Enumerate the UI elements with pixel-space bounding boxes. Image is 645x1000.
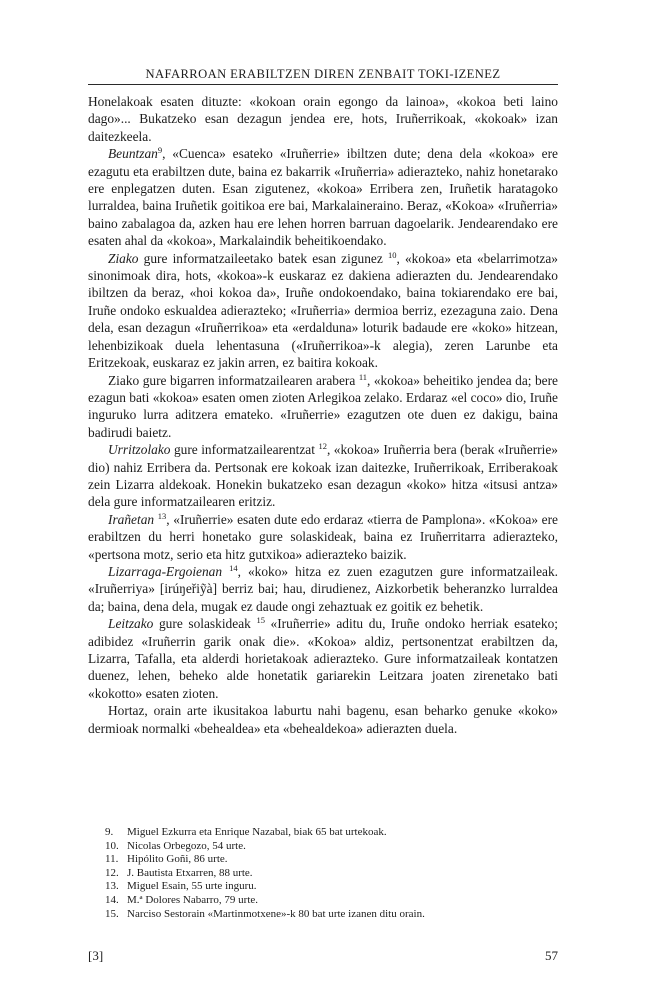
footnote-ref: 15 bbox=[256, 615, 265, 626]
paragraph bbox=[88, 372, 558, 442]
footnote-ref: 9 bbox=[157, 145, 163, 156]
footnote bbox=[105, 826, 535, 840]
place-name: Ziako bbox=[108, 250, 139, 266]
paragraph bbox=[88, 563, 558, 615]
header-rule bbox=[88, 84, 558, 85]
text-run: «Iruñerrie» aditu du, Iruñe ondoko herriak esateko; adibidez «Iruñerrin garik onak die». «Kokoa» aldiz, pertsonentzat erabiltzen da, Lizarra, Tafalla, eta alderdi horietakoak adierazteko. Gure informatzaileak kontatzen duenez, lehen, beheko alde honetatik gariarekin Leitzara joaten zirenetako bati «kokotto» esaten zioten. bbox=[88, 616, 559, 701]
footnote-text: Miguel Ezkurra eta Enrique Nazabal, biak 65 bat urtekoak. bbox=[127, 826, 387, 838]
text-run: gure solaskideak bbox=[153, 616, 257, 632]
footnote bbox=[105, 867, 535, 881]
footnote-ref: 12 bbox=[318, 441, 327, 452]
text-run: Ziako gure bigarren informatzailearen arabera bbox=[108, 372, 359, 388]
footnote-number: 14. bbox=[105, 893, 119, 906]
text-run: , «kokoa» eta «belarrimotza» sinonimoak dira, hots, «kokoa»-k euskaraz ez dakiena adierazten du. Jendearendako ibiltzen da beraz, «hoi kokoa da», Iruñe ondokoendako, baina tokiarendako ere bai, Iruñe ondoko eskualdea adierazteko; «Iruñerria» dermioa berriz, ezezaguna zaio. Dena dela, esan dezagun «Iruñerrikoa» eta «erdalduna» loturik badaude ere «koko» hitzean, lehenbizikoak duela lehentasuna («Iruñerrikoa»-k alegia), zeren Larunbe eta Eritzekoak, euskaraz ez jakin arren, ez baitira kokoak. bbox=[88, 250, 558, 371]
footnote bbox=[105, 908, 535, 922]
text-run: , «Iruñerrie» esaten dute edo erdaraz «tierra de Pamplona». «Kokoa» ere erabiltzen du herri honetako gure solaskideak, baina ez Iruñerritarra adierazteko, «pertsona motz, serio eta hitz gutxikoa» adierazteko baizik. bbox=[88, 511, 558, 562]
footnotes bbox=[105, 826, 535, 921]
footnote-text: Nicolas Orbegozo, 54 urte. bbox=[127, 839, 246, 852]
paragraph bbox=[88, 145, 558, 249]
footnote-text: J. Bautista Etxarren, 88 urte. bbox=[127, 866, 253, 879]
footnote-text: Hipólito Goñi, 86 urte. bbox=[127, 853, 228, 866]
place-name: Lizarraga-Ergoienan bbox=[108, 563, 223, 579]
footnote bbox=[105, 894, 535, 908]
footnote-ref: 11 bbox=[358, 371, 367, 382]
paragraph bbox=[88, 441, 558, 511]
footnote-number: 10. bbox=[105, 839, 119, 852]
text-run: Hortaz, orain arte ikusitakoa laburtu nahi bagenu, esan beharko genuke «koko» dermioak normalki «behealdea» eta «behealdekoa» adierazten duela. bbox=[88, 703, 558, 736]
text-run: gure informatzailearentzat bbox=[170, 442, 319, 458]
footnote-number: 12. bbox=[105, 866, 119, 879]
paragraph bbox=[88, 615, 558, 702]
text-run: gure informatzaileetako batek esan zigunez bbox=[138, 250, 388, 266]
footnote bbox=[105, 880, 535, 894]
footnote-number: 9. bbox=[105, 826, 114, 838]
place-name: Irañetan bbox=[108, 511, 155, 527]
place-name: Urritzolako bbox=[108, 442, 171, 458]
page-number: 57 bbox=[545, 948, 558, 963]
footnote-ref: 10 bbox=[387, 249, 397, 260]
place-name: Beuntzan bbox=[108, 146, 158, 162]
paragraph bbox=[88, 702, 558, 737]
body-text bbox=[88, 93, 558, 737]
paragraph bbox=[88, 93, 558, 145]
footnote-text: Narciso Sestorain «Martinmotxene»-k 80 bat urte izanen ditu orain. bbox=[127, 907, 425, 920]
text-run: , «kokoa» beheitiko jendea da; bere ezagun bati «kokoa» esaten omen zioten Arlegikoa zelako. Erdaraz «el coco» dio, Iruñe inguruko lurra aditzera emateko. «Iruñerrie» ezagutzen ote duen ez dakigu, baina badirudi baietz. bbox=[88, 372, 558, 440]
footnote-text: M.ª Dolores Nabarro, 79 urte. bbox=[127, 893, 259, 906]
section-number: [3] bbox=[88, 948, 104, 963]
footnote-ref: 14 bbox=[229, 562, 238, 573]
footnote-text: Miguel Esain, 55 urte inguru. bbox=[127, 880, 257, 893]
text-run: , «Cuenca» esateko «Iruñerrie» ibiltzen dute; dena dela «kokoa» ere ezagutu eta erabiltzen dute, baina ez bakarrik «Iruñerria» adierazteko, nahiz honetarako ere enplegatzen duten. Esan zigutenez, «kokoa» Erribera zen, Iruñetik haratagoko lurraldea, baina Iruñetik goitikoa ere bai, Markalaineraino. Beraz, «Kokoa» «Iruñerria» baino zabalagoa da, azken hau ere lehen horren barruan dagoelarik. Jendearendako ere esaten ahal da «kokoa», Markalaindik beheitikoendako. bbox=[88, 146, 558, 249]
text-run: , «kokoa» Iruñerria bera (berak «Iruñerrie» dio) nahiz Erribera da. Pertsonak ere kokoak izan daitezke, Iruñerrikoak, Erriberakoak zein Lizarra aldekoak. Honekin bukatzeko esan dezagun «koko» hitza «itsusi antza» dela gure informatzailearen eritziz. bbox=[88, 442, 559, 510]
footnote bbox=[105, 853, 535, 867]
place-name: Leitzako bbox=[108, 616, 154, 632]
paragraph bbox=[88, 511, 558, 563]
footnote-number: 13. bbox=[105, 880, 119, 893]
text-run: Honelakoak esaten dituzte: «kokoan orain egongo da lainoa», «kokoa beti laino dago»... Bukatzeko esan dezagun jendea ere, hots, Iruñerrikoak, «kokoak» izan daitezkeela. bbox=[88, 94, 558, 144]
footnote bbox=[105, 840, 535, 854]
running-head: NAFARROAN ERABILTZEN DIREN ZENBAIT TOKI-IZENEZ bbox=[145, 67, 501, 81]
paragraph bbox=[88, 250, 558, 372]
footnote-ref: 13 bbox=[157, 510, 167, 521]
text-run: , «koko» hitza ez zuen ezagutzen gure informatzaileak. «Iruñerriya» [irúŋeřiỹà] berriz bai; hau, dirudienez, Aizkorbetik beheranzko lurraldea da; baina, dena dela, mugak ez daude ongi zehaztuak ez goitik ez behetik. bbox=[88, 563, 558, 614]
footnote-number: 11. bbox=[105, 853, 119, 866]
footnote-number: 15. bbox=[105, 907, 119, 920]
